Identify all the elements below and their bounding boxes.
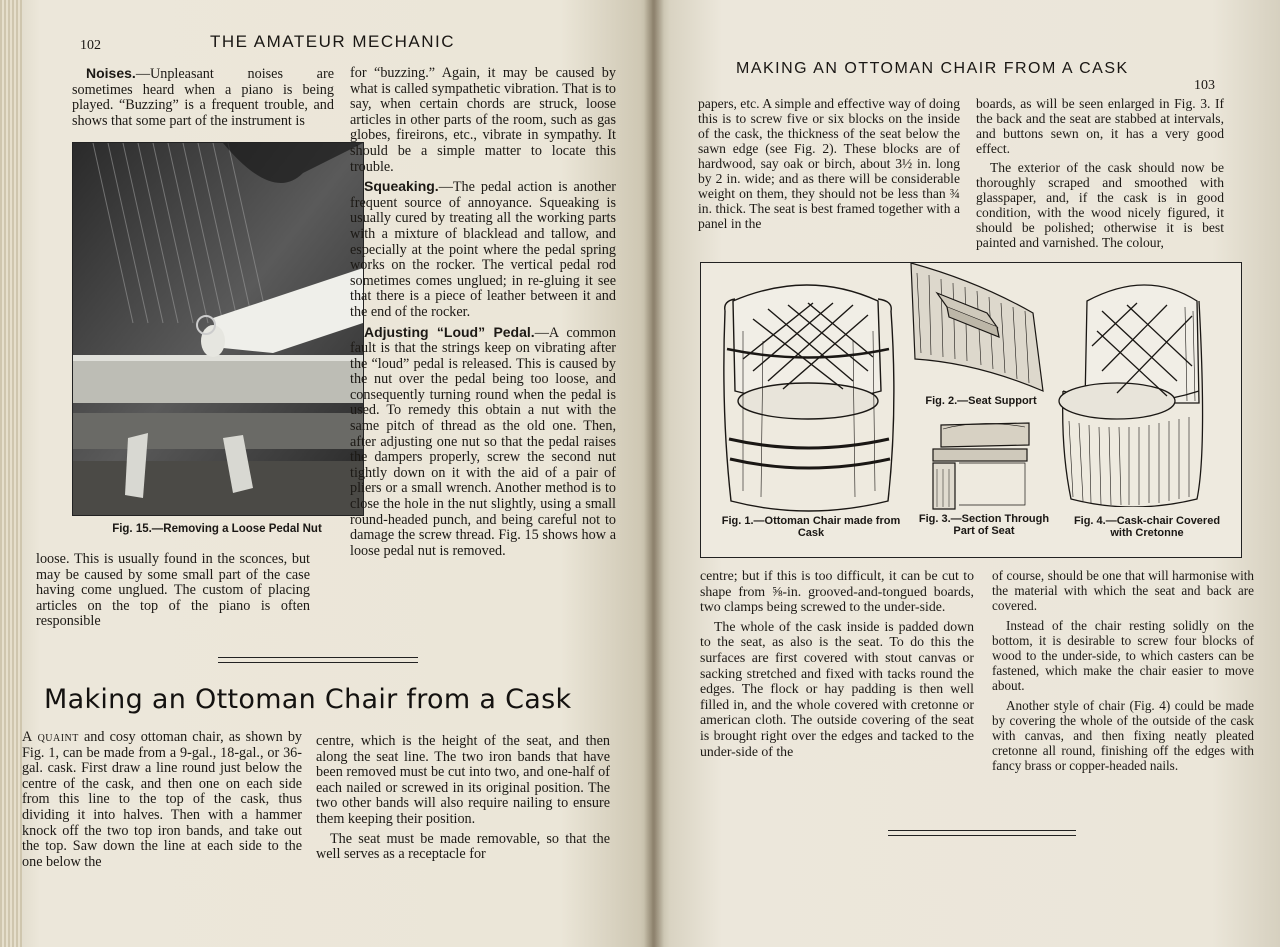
right-page bbox=[652, 0, 1280, 947]
right-col-a-top: papers, etc. A simple and effective way of doing this is to screw five or six blocks on the inside of the cask, the thickness of the seat below the sawn edge (see Fig. 2). These blocks are of hardwood, say oak or birch, about 3½ in. long by 2 in. wide; and as there will be considerable weight on them, they should not be less than ¾ in. thick. The seat is best framed together with a panel in the bbox=[698, 96, 960, 231]
squeaking-text: —The pedal action is another frequent source of annoyance. Squeaking is usually cured by treating all the working parts with a mixture of blacklead and tallow, and especially at the point where the pedal spring works on the rocker. The vertical pedal rod sometimes comes unglued; in re-gluing it see that there is a piece of leather between it and the end of the rocker. bbox=[350, 179, 616, 320]
article-col-b-p1: centre, which is the height of the seat, and then along the seat line. The two iron bands that have been removed must be cut into two, and one-half of each nailed or screwed in its original position. The two other bands will also require nailing to ensure them keeping their position. bbox=[316, 733, 610, 827]
book-gutter bbox=[644, 0, 664, 947]
right-col-b-p2: The exterior of the cask should now be thoroughly scraped and smoothed with glasspaper, and, if the cask is in good condition, with the wood nicely figured, it should be polished; otherwise it is best painted and varnished. The colour, bbox=[976, 160, 1224, 250]
fig4-caption: Fig. 4.—Cask-chair Covered with Cretonne bbox=[1073, 515, 1221, 539]
seat-support-drawing bbox=[907, 263, 1047, 393]
right-running-head: MAKING AN OTTOMAN CHAIR FROM A CASK bbox=[736, 60, 1129, 77]
right-col-a-bottom-p2: The whole of the cask inside is padded down to the seat, as also is the seat. To do this the surfaces are first covered with stout canvas or sacking stretched and fixed with tacks round the edges. The flock or hay padding is then well filled in, and the whole covered with cretonne or american cloth. The outside covering of the seat is brought right over the edges and tacked to the under-side of the bbox=[700, 618, 974, 759]
right-col-a-bottom bbox=[700, 568, 974, 763]
fig2-caption: Fig. 2.—Seat Support bbox=[925, 395, 1037, 407]
left-col-b bbox=[350, 66, 616, 563]
article-lead: A quaint bbox=[22, 729, 79, 745]
page-edges bbox=[0, 0, 22, 947]
noises-paragraph bbox=[72, 66, 334, 133]
ottoman-chair-drawing bbox=[713, 271, 903, 515]
article-col-a bbox=[22, 730, 302, 874]
right-col-b-bottom-p1: of course, should be one that will harmonise with the material with which the seat and back are covered. bbox=[992, 568, 1254, 614]
photo-caption: Fig. 15.—Removing a Loose Pedal Nut bbox=[112, 523, 322, 535]
right-col-b-bottom bbox=[992, 568, 1254, 778]
figure-plate bbox=[700, 262, 1242, 558]
article-col-b bbox=[316, 734, 610, 867]
article-col-a-text: and cosy ottoman chair, as shown by Fig. 1, can be made from a 9-gal., 18-gal., or 36-gal. cask. First draw a line round just below the centre of the cask, and then one on each side from this line to the top of the cask, thus dividing it into halves. Then with a hammer knock off the two top iron bands, and take out the top. Saw down the line at each side to the one below the bbox=[22, 729, 303, 870]
right-col-b-top bbox=[976, 96, 1224, 254]
squeaking-heading: Squeaking. bbox=[364, 178, 439, 195]
piano-interior-image bbox=[73, 143, 363, 515]
noises-heading: Noises. bbox=[86, 65, 136, 81]
adjusting-text: —A common fault is that the strings keep on vibrating after the “loud” pedal is released. This is caused by the nut over the pedal being too loose, and consequently turning round when the pedal is used. To remedy this obtain a nut with the same pitch of thread as the old one. Then, after adjusting one nut so that the pedal raises the dampers properly, screw the second nut tightly down on it with the aid of a pair of pliers or a small wrench. Another method is to close the hole in the nut slightly, using a small round-headed punch, and being careful not to damage the screw thread. Fig. 15 shows how a loose pedal nut is removed. bbox=[350, 324, 616, 559]
fig3-caption: Fig. 3.—Section Through Part of Seat bbox=[918, 513, 1050, 537]
right-col-b-bottom-p3: Another style of chair (Fig. 4) could be made by covering the whole of the outside of the cask with canvas, and then fixing neatly pleated cretonne all round, finishing off the edges with fancy brass or copper-headed nails. bbox=[992, 697, 1254, 774]
article-col-b-p2: The seat must be made removable, so that the well serves as a receptacle for bbox=[316, 830, 610, 863]
noises-text: —Unpleasant noises are sometimes heard when a piano is being played. “Buzzing” is a frequent trouble, and shows that some part of the instrument is bbox=[72, 66, 334, 129]
end-rule bbox=[888, 830, 1076, 836]
seat-section-drawing bbox=[929, 419, 1033, 511]
fig1-caption: Fig. 1.—Ottoman Chair made from Cask bbox=[721, 515, 901, 539]
right-col-b-p1: boards, as will be seen enlarged in Fig. 3. If the back and the seat are stabbed at intervals, and buttons sewn on, it has a very good effect. bbox=[976, 96, 1224, 156]
pedal-nut-photo bbox=[72, 142, 364, 516]
right-col-b-bottom-p2: Instead of the chair resting solidly on the bottom, it is desirable to screw four blocks of wood to the under-side, to which casters can be fastened, which make the chair easier to move about. bbox=[992, 617, 1254, 694]
buzzing-paragraph: for “buzzing.” Again, it may be caused by what is called sympathetic vibration. That is to say, when certain chords are struck, loose articles in other parts of the room, such as gas globes, fireirons, etc., vibrate in sympathy. It should be a simple matter to locate this trouble. bbox=[350, 65, 616, 175]
article-title: Making an Ottoman Chair from a Cask bbox=[44, 684, 572, 715]
left-page-number: 102 bbox=[80, 38, 101, 53]
right-col-a-bottom-p1: centre; but if this is too difficult, it can be cut to shape from ⅝-in. grooved-and-tongued boards, two clamps being screwed to the under-side. bbox=[700, 568, 974, 615]
section-rule bbox=[218, 657, 418, 663]
covered-chair-drawing bbox=[1057, 271, 1207, 507]
right-page-number: 103 bbox=[1194, 78, 1215, 93]
loose-paragraph: loose. This is usually found in the sconces, but may be caused by some small part of the case having come unglued. The custom of placing articles on the top of the piano is often responsible bbox=[36, 551, 310, 630]
left-running-head: THE AMATEUR MECHANIC bbox=[210, 32, 456, 51]
adjusting-heading: Adjusting “Loud” Pedal. bbox=[364, 323, 535, 340]
